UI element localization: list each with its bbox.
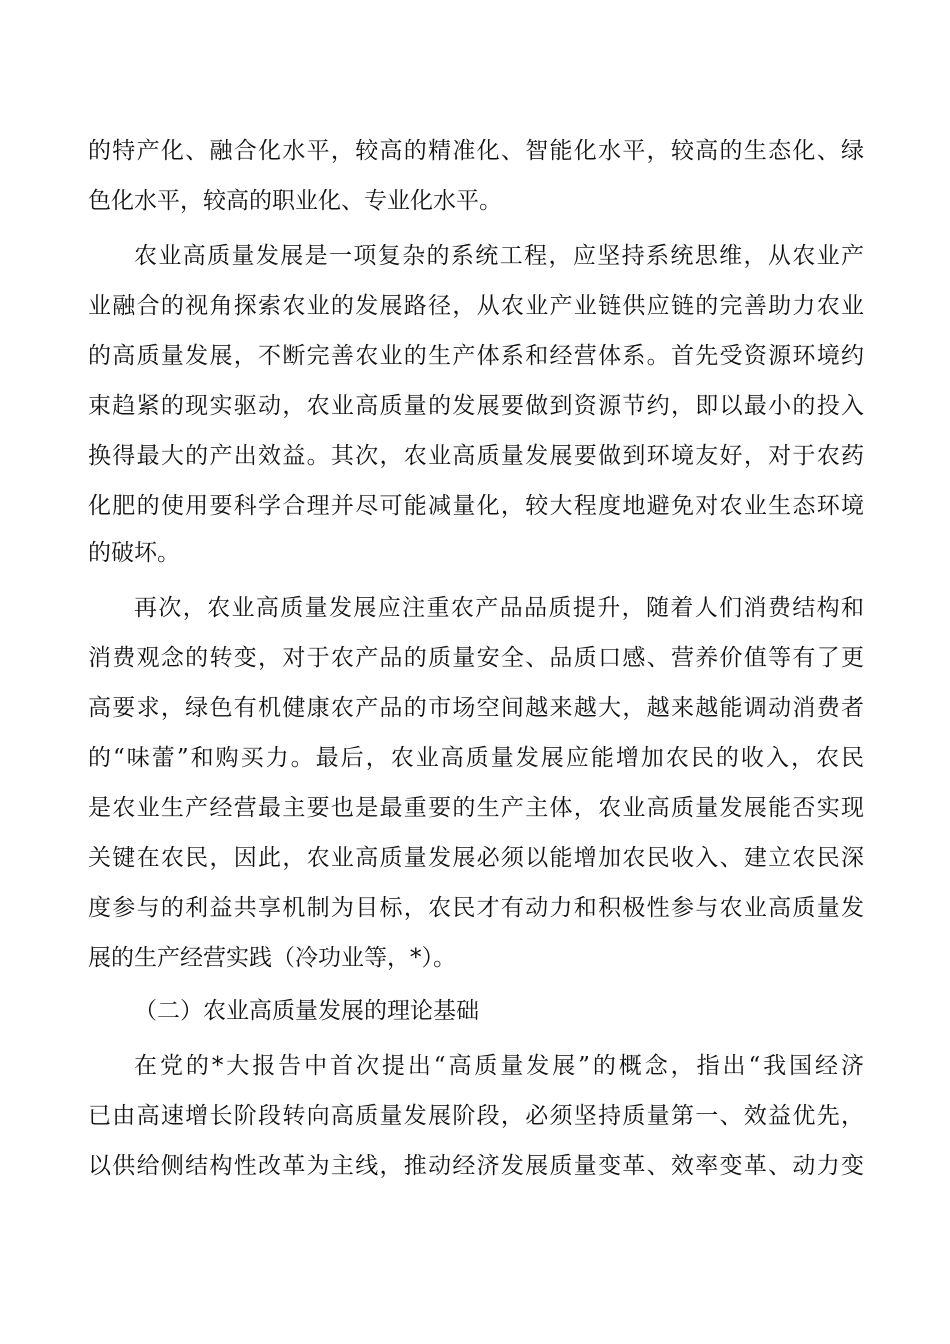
paragraph-2-line-2: 业融合的视角探索农业的发展路径，从农业产业链供应链的完善助力农业 — [88, 293, 864, 319]
paragraph-4-line-1: 在党的*大报告中首次提出“高质量发展”的概念，指出“我国经济 — [134, 1053, 864, 1079]
paragraph-3-line-1: 再次，农业高质量发展应注重农产品品质提升，随着人们消费结构和 — [134, 595, 864, 621]
paragraph-2-line-1: 农业高质量发展是一项复杂的系统工程，应坚持系统思维，从农业产 — [134, 243, 864, 269]
paragraph-3-line-4: 的“味蕾”和购买力。最后，农业高质量发展应能增加农民的收入，农民 — [88, 745, 864, 771]
paragraph-2-line-4: 束趋紧的现实驱动，农业高质量的发展要做到资源节约，即以最小的投入 — [88, 393, 864, 419]
paragraph-4-line-3: 以供给侧结构性改革为主线，推动经济发展质量变革、效率变革、动力变 — [88, 1153, 864, 1179]
paragraph-3-line-3: 高要求，绿色有机健康农产品的市场空间越来越大，越来越能调动消费者 — [88, 695, 864, 721]
paragraph-2-line-3: 的高质量发展，不断完善农业的生产体系和经营体系。首先受资源环境约 — [88, 343, 864, 369]
paragraph-4-line-2: 已由高速增长阶段转向高质量发展阶段，必须坚持质量第一、效益优先， — [88, 1103, 864, 1129]
paragraph-2-line-5: 换得最大的产出效益。其次，农业高质量发展要做到环境友好，对于农药 — [88, 443, 864, 469]
paragraph-3-line-8: 展的生产经营实践（冷功业等，*）。 — [88, 945, 456, 971]
paragraph-3-line-5: 是农业生产经营最主要也是最重要的生产主体，农业高质量发展能否实现 — [88, 795, 864, 821]
paragraph-3-line-6: 关键在农民，因此，农业高质量发展必须以能增加农民收入、建立农民深 — [88, 845, 864, 871]
paragraph-3-line-2: 消费观念的转变，对于农产品的质量安全、品质口感、营养价值等有了更 — [88, 645, 864, 671]
paragraph-1-line-2: 色化水平，较高的职业化、专业化水平。 — [88, 188, 502, 214]
paragraph-3-line-7: 度参与的利益共享机制为目标，农民才有动力和积极性参与农业高质量发 — [88, 895, 864, 921]
paragraph-2-line-7: 的破坏。 — [88, 540, 180, 566]
paragraph-2-line-6: 化肥的使用要科学合理并尽可能减量化，较大程度地避免对农业生态环境 — [88, 493, 864, 519]
section-heading: （二）农业高质量发展的理论基础 — [134, 998, 479, 1024]
paragraph-1-line-1: 的特产化、融合化水平，较高的精准化、智能化水平，较高的生态化、绿 — [88, 138, 864, 164]
